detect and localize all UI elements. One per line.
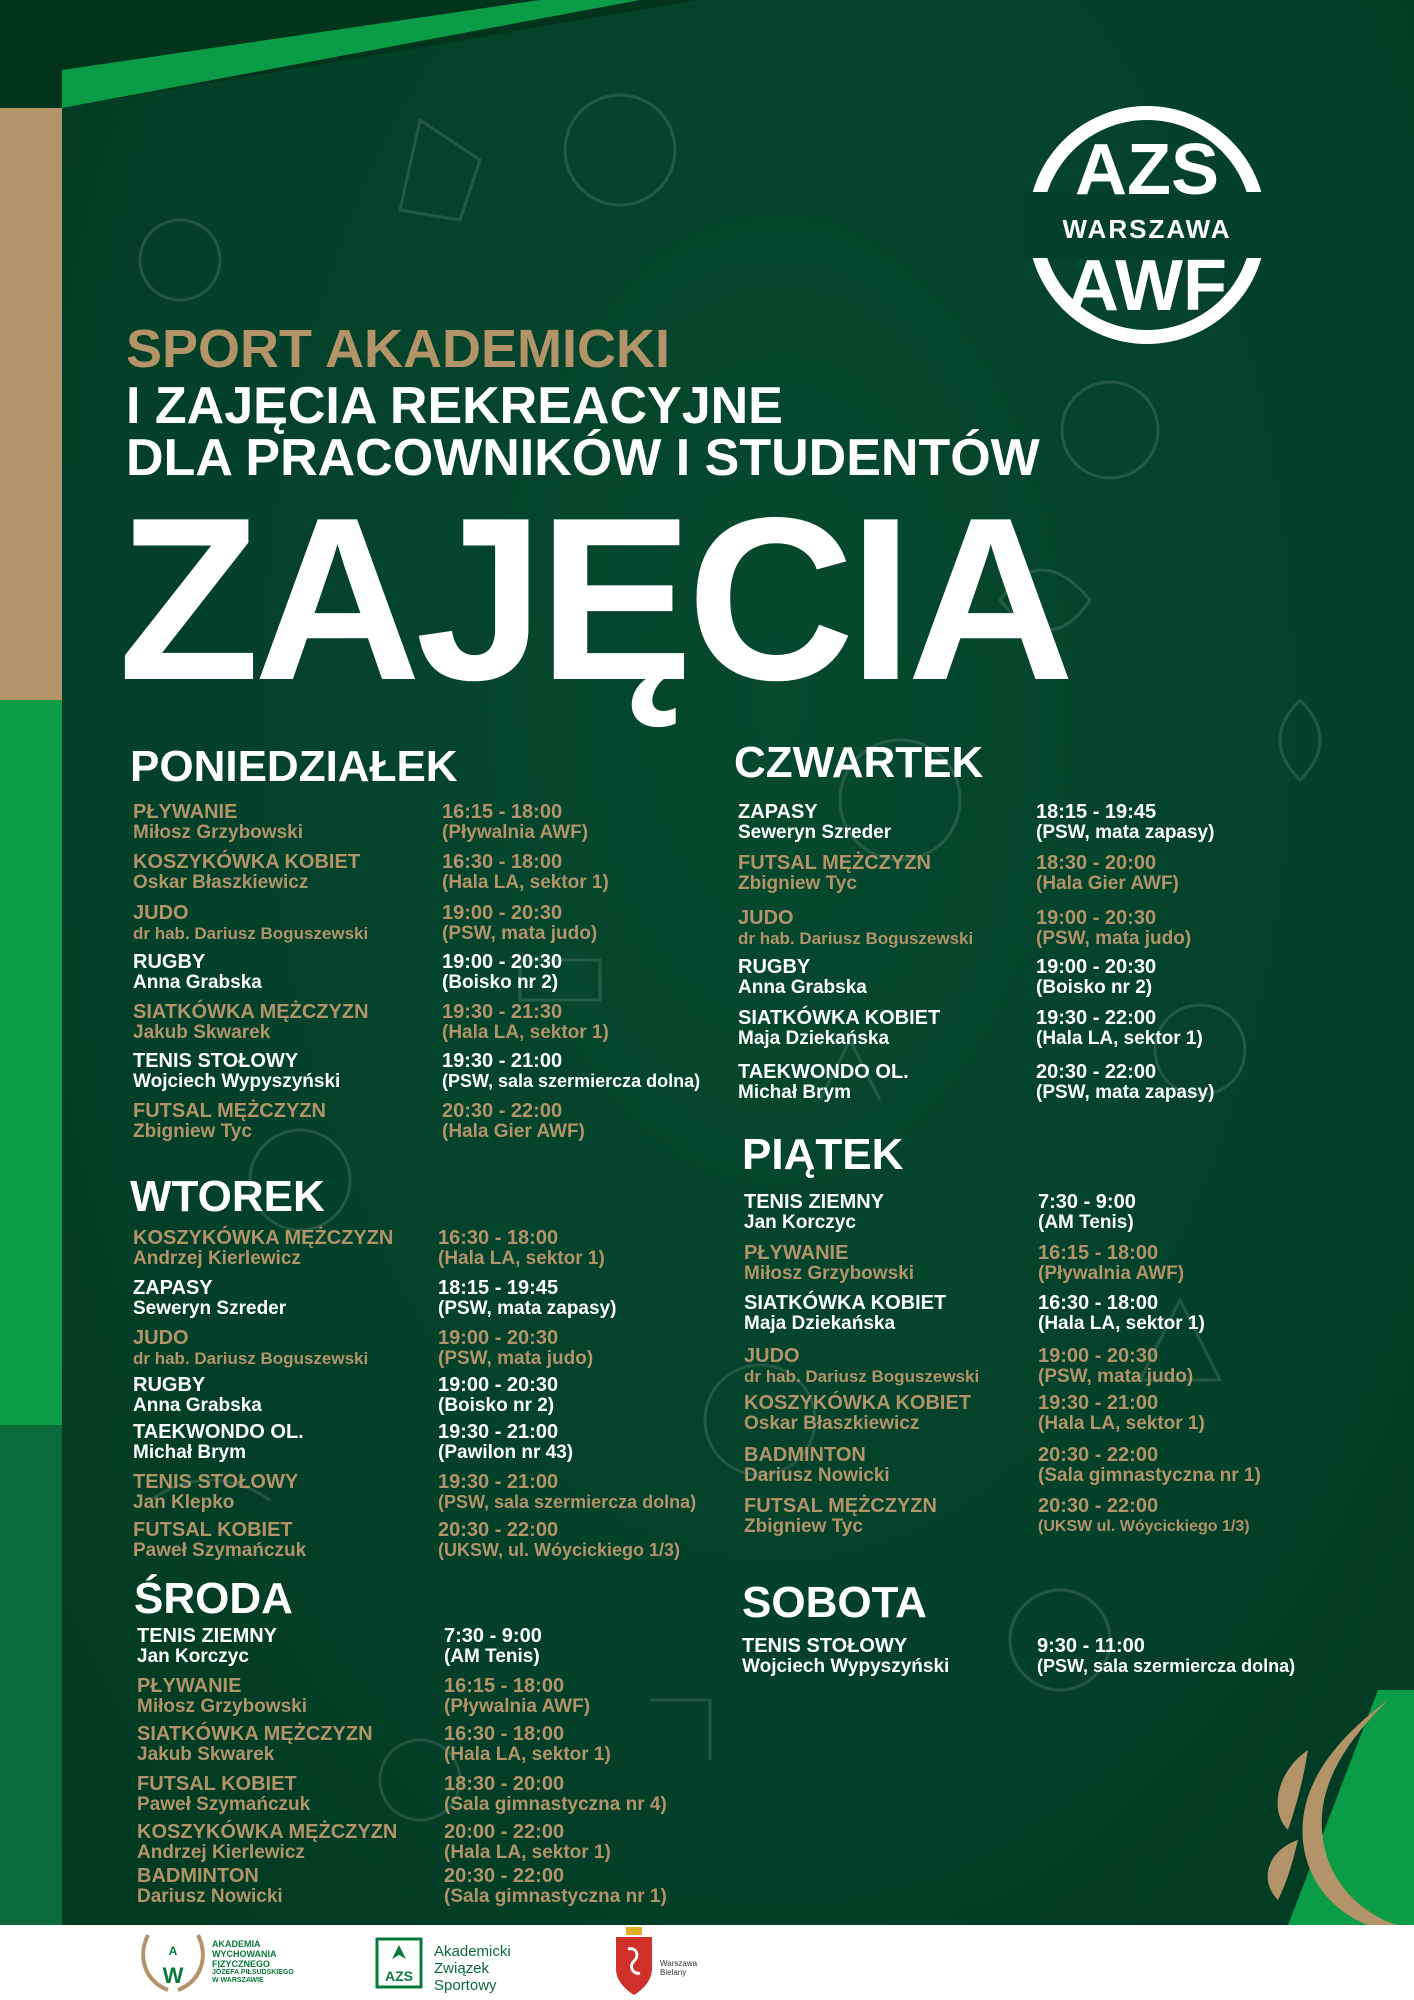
time-entry	[1038, 1192, 1136, 1233]
day-heading: CZWARTEK	[734, 738, 984, 787]
time-range: 19:30 - 21:00	[442, 1050, 563, 1072]
left-dark-stripe	[0, 1425, 62, 1925]
azs-line-2: Związek	[434, 1960, 490, 1977]
activity-entry	[133, 1328, 368, 1369]
time-entry	[1038, 1293, 1205, 1334]
time-range: 16:30 - 18:00	[442, 851, 563, 873]
venue: (Hala LA, sektor 1)	[1038, 1313, 1205, 1334]
time-range: 7:30 - 9:00	[444, 1625, 542, 1647]
azs-line-1: Akademicki	[434, 1943, 511, 1960]
time-entry	[1036, 957, 1156, 998]
time-entry	[442, 1002, 609, 1043]
activity-name: PŁYWANIE	[133, 801, 238, 823]
time-range: 16:30 - 18:00	[438, 1227, 559, 1249]
time-entry	[444, 1724, 611, 1765]
instructor-name: Seweryn Szreder	[133, 1298, 287, 1319]
awf-line-4: JÓZEFA PIŁSUDSKIEGO	[212, 1969, 294, 1976]
awf-emblem-icon	[138, 1925, 208, 2000]
activity-entry	[738, 908, 973, 949]
footer-bielany-text	[660, 1959, 697, 1977]
bielany-crest-icon	[612, 1925, 656, 2000]
time-range: 18:30 - 20:00	[1036, 852, 1157, 874]
instructor-name: Dariusz Nowicki	[744, 1465, 890, 1486]
time-entry	[1038, 1243, 1184, 1284]
venue: (Boisko nr 2)	[438, 1395, 555, 1416]
activity-entry	[137, 1626, 277, 1667]
azs-emblem-icon	[374, 1925, 424, 2000]
venue: (Pływalnia AWF)	[442, 822, 589, 843]
activity-name: PŁYWANIE	[137, 1675, 242, 1697]
azs-line-3: Sportowy	[434, 1977, 497, 1994]
activity-name: RUGBY	[738, 956, 811, 978]
venue: (Pływalnia AWF)	[444, 1696, 591, 1717]
instructor-name: dr hab. Dariusz Boguszewski	[738, 929, 974, 948]
venue: (Hala Gier AWF)	[1036, 873, 1179, 894]
instructor-name: Maja Dziekańska	[744, 1313, 896, 1334]
time-range: 19:30 - 21:00	[438, 1421, 559, 1443]
activity-name: KOSZYKÓWKA KOBIET	[133, 851, 361, 873]
time-range: 18:15 - 19:45	[1036, 801, 1157, 823]
time-range: 19:30 - 22:00	[1036, 1007, 1157, 1029]
time-range: 16:15 - 18:00	[442, 801, 563, 823]
time-entry	[1037, 1636, 1295, 1677]
activity-name: KOSZYKÓWKA MĘŻCZYZN	[133, 1227, 394, 1249]
activity-name: TENIS STOŁOWY	[133, 1471, 299, 1493]
svg-text:A: A	[168, 1944, 178, 1958]
activity-entry	[744, 1393, 971, 1434]
time-entry	[442, 852, 609, 893]
venue: (PSW, sala szermiercza dolna)	[438, 1492, 697, 1512]
venue: (Hala LA, sektor 1)	[1038, 1413, 1205, 1434]
time-entry	[442, 1101, 585, 1142]
activity-entry	[133, 1002, 369, 1043]
instructor-name: Anna Grabska	[738, 977, 867, 998]
venue: (AM Tenis)	[1038, 1212, 1134, 1233]
activity-name: JUDO	[133, 1327, 189, 1349]
instructor-name: Andrzej Kierlewicz	[137, 1842, 305, 1863]
activity-entry	[133, 1520, 306, 1561]
footer-awf-text	[212, 1939, 294, 1985]
activity-name: TENIS STOŁOWY	[133, 1050, 299, 1072]
activity-name: RUGBY	[133, 951, 206, 973]
venue: (PSW, mata judo)	[438, 1348, 594, 1369]
time-entry	[442, 952, 562, 993]
venue: (PSW, mata zapasy)	[438, 1298, 617, 1319]
time-range: 19:00 - 20:30	[442, 951, 563, 973]
venue: (PSW, mata zapasy)	[1036, 822, 1215, 843]
activity-entry	[133, 852, 360, 893]
day-heading: PONIEDZIAŁEK	[130, 742, 458, 791]
time-entry	[1036, 853, 1179, 894]
instructor-name: Miłosz Grzybowski	[744, 1263, 914, 1284]
time-range: 19:00 - 20:30	[1036, 907, 1157, 929]
day-heading: SOBOTA	[742, 1578, 927, 1627]
time-range: 19:30 - 21:00	[1038, 1392, 1159, 1414]
venue: (Hala LA, sektor 1)	[444, 1744, 611, 1765]
time-entry	[442, 1051, 700, 1092]
instructor-name: Wojciech Wypyszyński	[133, 1071, 341, 1092]
instructor-name: Jan Korczyc	[137, 1646, 249, 1667]
time-entry	[438, 1520, 680, 1561]
activity-name: ZAPASY	[133, 1277, 213, 1299]
instructor-name: Jakub Skwarek	[137, 1744, 275, 1765]
activity-name: TENIS ZIEMNY	[744, 1191, 885, 1213]
instructor-name: Zbigniew Tyc	[738, 873, 857, 894]
time-range: 20:30 - 22:00	[444, 1865, 565, 1887]
time-entry	[444, 1774, 667, 1815]
logo-text-top: AZS	[1075, 130, 1219, 210]
logo-text-middle: WARSZAWA	[1062, 214, 1232, 244]
venue: (Hala LA, sektor 1)	[442, 1022, 609, 1043]
instructor-name: Dariusz Nowicki	[137, 1886, 283, 1907]
activity-entry	[738, 1008, 940, 1049]
time-entry	[444, 1822, 611, 1863]
activity-entry	[133, 903, 368, 944]
time-range: 16:15 - 18:00	[444, 1675, 565, 1697]
time-range: 7:30 - 9:00	[1038, 1191, 1136, 1213]
venue: (Hala Gier AWF)	[442, 1121, 585, 1142]
activity-entry	[744, 1293, 946, 1334]
activity-entry	[738, 1062, 909, 1103]
instructor-name: Oskar Błaszkiewicz	[133, 872, 309, 893]
time-entry	[1038, 1496, 1250, 1537]
time-range: 20:30 - 22:00	[442, 1100, 563, 1122]
instructor-name: Michał Brym	[133, 1442, 246, 1463]
left-green-stripe	[0, 700, 62, 1425]
time-entry	[444, 1676, 590, 1717]
time-range: 20:30 - 22:00	[1038, 1495, 1159, 1517]
logo-text-bottom: AWF	[1067, 246, 1227, 326]
activity-entry	[133, 1422, 304, 1463]
venue: (PSW, sala szermiercza dolna)	[1037, 1656, 1296, 1676]
activity-name: SIATKÓWKA KOBIET	[744, 1292, 947, 1314]
day-heading: ŚRODA	[134, 1574, 293, 1623]
time-entry	[442, 802, 588, 843]
activity-entry	[133, 1228, 393, 1269]
day-heading: WTOREK	[130, 1172, 325, 1221]
instructor-name: Oskar Błaszkiewicz	[744, 1413, 920, 1434]
activity-entry	[133, 1101, 326, 1142]
activity-name: TAEKWONDO OL.	[133, 1421, 304, 1443]
activity-entry	[744, 1445, 890, 1486]
activity-entry	[133, 1278, 286, 1319]
venue: (AM Tenis)	[444, 1646, 540, 1667]
time-entry	[1038, 1393, 1205, 1434]
activity-name: TENIS ZIEMNY	[137, 1625, 278, 1647]
activity-entry	[744, 1192, 884, 1233]
activity-entry	[744, 1243, 914, 1284]
headline-dla-pracownikow: DLA PRACOWNIKÓW I STUDENTÓW	[126, 429, 1040, 487]
activity-name: SIATKÓWKA MĘŻCZYZN	[137, 1723, 373, 1745]
time-entry	[1038, 1445, 1261, 1486]
svg-text:W: W	[162, 1963, 184, 1988]
venue: (PSW, mata judo)	[442, 923, 598, 944]
venue: (Sala gimnastyczna nr 1)	[444, 1886, 667, 1907]
activity-name: PŁYWANIE	[744, 1242, 849, 1264]
time-entry	[1036, 1008, 1203, 1049]
venue: (Pływalnia AWF)	[1038, 1263, 1185, 1284]
activity-name: FUTSAL MĘŻCZYZN	[738, 852, 931, 874]
bielany-line-2: Bielany	[660, 1968, 687, 1977]
awf-line-3: FIZYCZNEGO	[212, 1959, 270, 1969]
instructor-name: dr hab. Dariusz Boguszewski	[744, 1367, 980, 1386]
activity-entry	[742, 1636, 949, 1677]
time-range: 20:30 - 22:00	[1036, 1061, 1157, 1083]
activity-name: JUDO	[133, 902, 189, 924]
activity-entry	[738, 853, 931, 894]
instructor-name: Wojciech Wypyszyński	[742, 1656, 950, 1677]
time-range: 19:00 - 20:30	[438, 1374, 559, 1396]
svg-text:AZS: AZS	[385, 1968, 413, 1984]
time-range: 19:00 - 20:30	[1036, 956, 1157, 978]
time-range: 16:30 - 18:00	[1038, 1292, 1159, 1314]
activity-entry	[133, 802, 303, 843]
activity-entry	[137, 1866, 283, 1907]
time-range: 16:15 - 18:00	[1038, 1242, 1159, 1264]
time-entry	[438, 1278, 616, 1319]
instructor-name: dr hab. Dariusz Boguszewski	[133, 1349, 369, 1368]
activity-entry	[133, 1472, 298, 1513]
activity-entry	[137, 1822, 397, 1863]
activity-name: RUGBY	[133, 1374, 206, 1396]
activity-entry	[133, 952, 262, 993]
activity-name: BADMINTON	[744, 1444, 866, 1466]
time-entry	[1036, 802, 1214, 843]
instructor-name: Jan Klepko	[133, 1492, 235, 1513]
venue: (PSW, mata zapasy)	[1036, 1082, 1215, 1103]
awf-line-2: WYCHOWANIA	[212, 1949, 277, 1959]
activity-name: SIATKÓWKA MĘŻCZYZN	[133, 1001, 369, 1023]
instructor-name: Zbigniew Tyc	[744, 1516, 863, 1537]
time-range: 19:00 - 20:30	[442, 902, 563, 924]
time-entry	[438, 1472, 696, 1513]
activity-name: KOSZYKÓWKA MĘŻCZYZN	[137, 1821, 398, 1843]
instructor-name: Paweł Szymańczuk	[133, 1540, 307, 1561]
footer-azs-text	[434, 1943, 511, 1994]
activity-entry	[137, 1676, 307, 1717]
instructor-name: Anna Grabska	[133, 1395, 262, 1416]
activity-name: FUTSAL MĘŻCZYZN	[133, 1100, 326, 1122]
time-entry	[438, 1328, 593, 1369]
time-range: 16:30 - 18:00	[444, 1723, 565, 1745]
time-entry	[1036, 908, 1191, 949]
activity-entry	[744, 1346, 979, 1387]
time-range: 19:30 - 21:30	[442, 1001, 563, 1023]
time-range: 19:00 - 20:30	[438, 1327, 559, 1349]
day-heading: PIĄTEK	[742, 1130, 904, 1179]
activity-name: JUDO	[744, 1345, 800, 1367]
activity-entry	[738, 802, 891, 843]
instructor-name: Zbigniew Tyc	[133, 1121, 252, 1142]
activity-entry	[133, 1375, 262, 1416]
time-range: 9:30 - 11:00	[1037, 1635, 1145, 1657]
activity-entry	[137, 1724, 373, 1765]
time-range: 20:00 - 22:00	[444, 1821, 565, 1843]
activity-name: KOSZYKÓWKA KOBIET	[744, 1392, 972, 1414]
left-gold-stripe	[0, 108, 62, 700]
activity-name: FUTSAL KOBIET	[137, 1773, 297, 1795]
venue: (Hala LA, sektor 1)	[1036, 1028, 1203, 1049]
time-entry	[1038, 1346, 1193, 1387]
instructor-name: Miłosz Grzybowski	[133, 822, 303, 843]
time-range: 20:30 - 22:00	[438, 1519, 559, 1541]
activity-entry	[744, 1496, 937, 1537]
time-range: 19:30 - 21:00	[438, 1471, 559, 1493]
headline-sport-akademicki: SPORT AKADEMICKI	[126, 319, 671, 379]
activity-name: JUDO	[738, 907, 794, 929]
instructor-name: Paweł Szymańczuk	[137, 1794, 311, 1815]
time-entry	[438, 1375, 558, 1416]
venue: (Sala gimnastyczna nr 1)	[1038, 1465, 1261, 1486]
activity-name: BADMINTON	[137, 1865, 259, 1887]
instructor-name: Miłosz Grzybowski	[137, 1696, 307, 1717]
instructor-name: Jakub Skwarek	[133, 1022, 271, 1043]
time-entry	[442, 903, 597, 944]
time-entry	[1036, 1062, 1214, 1103]
venue: (PSW, mata judo)	[1036, 928, 1192, 949]
time-entry	[444, 1866, 667, 1907]
instructor-name: Anna Grabska	[133, 972, 262, 993]
time-range: 18:15 - 19:45	[438, 1277, 559, 1299]
activity-entry	[133, 1051, 340, 1092]
time-entry	[444, 1626, 542, 1667]
venue: (Hala LA, sektor 1)	[442, 872, 609, 893]
footer	[0, 1925, 1414, 2000]
venue: (PSW, mata judo)	[1038, 1366, 1194, 1387]
time-range: 18:30 - 20:00	[444, 1773, 565, 1795]
activity-name: TAEKWONDO OL.	[738, 1061, 909, 1083]
instructor-name: Michał Brym	[738, 1082, 851, 1103]
venue: (Hala LA, sektor 1)	[438, 1248, 605, 1269]
venue: (UKSW, ul. Wóycickiego 1/3)	[438, 1540, 681, 1560]
instructor-name: Jan Korczyc	[744, 1212, 856, 1233]
time-entry	[438, 1228, 605, 1269]
awf-line-1: AKADEMIA	[212, 1939, 261, 1949]
venue: (Boisko nr 2)	[1036, 977, 1153, 998]
time-entry	[438, 1422, 573, 1463]
venue: (Hala LA, sektor 1)	[444, 1842, 611, 1863]
activity-name: TENIS STOŁOWY	[742, 1635, 908, 1657]
time-range: 19:00 - 20:30	[1038, 1345, 1159, 1367]
venue: (UKSW ul. Wóycickiego 1/3)	[1038, 1518, 1250, 1535]
venue: (Pawilon nr 43)	[438, 1442, 574, 1463]
instructor-name: Maja Dziekańska	[738, 1028, 890, 1049]
headline-zajecia: ZAJĘCIA	[118, 470, 1069, 729]
venue: (Sala gimnastyczna nr 4)	[444, 1794, 667, 1815]
instructor-name: Seweryn Szreder	[738, 822, 892, 843]
activity-entry	[137, 1774, 310, 1815]
time-range: 20:30 - 22:00	[1038, 1444, 1159, 1466]
headline-zajecia-rekreacyjne: I ZAJĘCIA REKREACYJNE	[126, 377, 783, 435]
activity-name: SIATKÓWKA KOBIET	[738, 1007, 941, 1029]
activity-entry	[738, 957, 867, 998]
activity-name: FUTSAL KOBIET	[133, 1519, 293, 1541]
awf-line-5: W WARSZAWIE	[212, 1977, 264, 1984]
azs-awf-logo	[1024, 100, 1270, 350]
venue: (PSW, sala szermiercza dolna)	[442, 1071, 701, 1091]
bielany-line-1: Warszawa	[660, 1959, 698, 1968]
activity-name: ZAPASY	[738, 801, 818, 823]
instructor-name: dr hab. Dariusz Boguszewski	[133, 924, 369, 943]
activity-name: FUTSAL MĘŻCZYZN	[744, 1495, 937, 1517]
venue: (Boisko nr 2)	[442, 972, 559, 993]
laurel-ornament	[1248, 1690, 1414, 1925]
instructor-name: Andrzej Kierlewicz	[133, 1248, 301, 1269]
